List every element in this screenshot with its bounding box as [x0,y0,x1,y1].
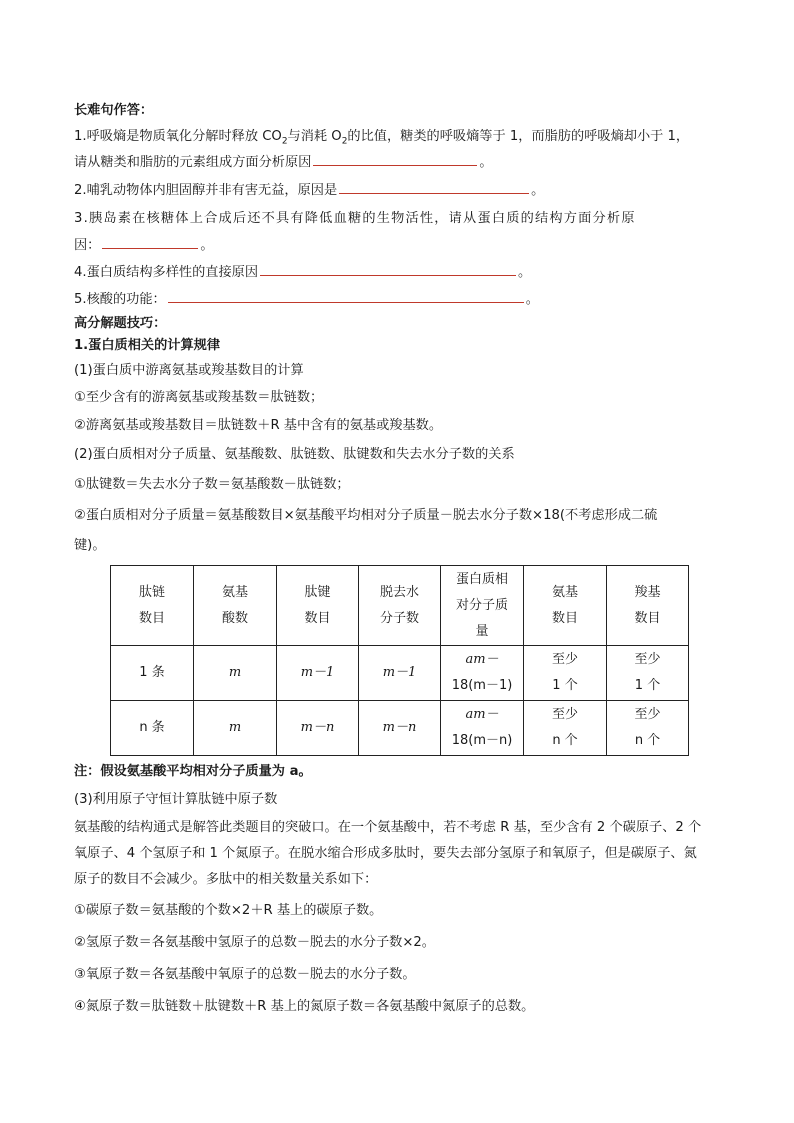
paragraph-1-rule-1: ①至少含有的游离氨基或羧基数＝肽链数； [74,390,324,405]
answer-blank-4[interactable] [260,261,516,276]
table-note: 注：假设氨基酸平均相对分子质量为 a。 [74,764,312,779]
section-heading-long-answer: 长难句作答： [74,103,154,118]
header-carboxyl-groups: 羧基 数目 [607,566,689,646]
header-water-removed: 脱去水 分子数 [359,566,441,646]
paragraph-2-title: (2)蛋白质相对分子质量、氨基酸数、肽链数、肽键数和失去水分子数的关系 [74,447,515,462]
cell-carboxyl-groups: 至少 n 个 [607,701,689,756]
cell-protein-mass: am－ 18(m－1) [441,646,524,701]
paragraph-2-rule-1: ①肽键数＝失去水分子数＝氨基酸数－肽链数； [74,477,350,492]
question-5: 5.核酸的功能： 。 [74,288,539,307]
cell-carboxyl-groups: 至少 1 个 [607,646,689,701]
question-4: 4.蛋白质结构多样性的直接原因 。 [74,261,531,280]
header-peptide-bonds: 肽键 数目 [277,566,359,646]
question-1-line-2: 请从糖类和脂肪的元素组成方面分析原因 。 [74,151,493,170]
cell-water-removed: m－n [359,701,441,756]
header-amino-groups: 氨基 数目 [524,566,607,646]
cell-amino-acids: m [194,646,277,701]
protein-calc-table [110,565,689,756]
paragraph-2-rule-2-line-2: 键)。 [74,538,106,553]
paragraph-3-rule-3: ③氧原子数＝各氨基酸中氧原子的总数－脱去的水分子数。 [74,967,416,982]
cell-peptide-bonds: m－1 [277,646,359,701]
paragraph-1-title: (1)蛋白质中游离氨基或羧基数目的计算 [74,363,304,378]
question-1-line-1: 1.呼吸熵是物质氧化分解时释放 $CO_2$与消耗 $O_2$的比值，糖类的呼吸熵等于 1，而脂肪的呼吸熵却小于 1， [74,129,690,147]
question-2: 2.哺乳动物体内胆固醇并非有害无益，原因是 。 [74,179,544,198]
header-chains: 肽链 数目 [111,566,194,646]
table-row [111,646,689,701]
answer-blank-1[interactable] [313,151,477,166]
paragraph-3-rule-2: ②氢原子数＝各氨基酸中氢原子的总数－脱去的水分子数×2。 [74,935,435,950]
header-protein-mass: 蛋白质相 对分子质 量 [441,566,524,646]
cell-chains: 1 条 [111,646,194,701]
paragraph-3-text-2: 氧原子、4 个氢原子和 1 个氮原子。在脱水缩合形成多肽时，要失去部分氢原子和氧原子，但是碳原子、氮 [74,846,697,861]
paragraph-3-text-1: 氨基酸的结构通式是解答此类题目的突破口。在一个氨基酸中，若不考虑 R 基，至少含有 2 个碳原子、2 个 [74,820,702,835]
answer-blank-2[interactable] [339,179,529,194]
cell-water-removed: m－1 [359,646,441,701]
header-amino-acids: 氨基 酸数 [194,566,277,646]
answer-blank-5[interactable] [168,288,524,303]
cell-peptide-bonds: m－n [277,701,359,756]
subheading-protein-calc: 1.蛋白质相关的计算规律 [74,338,221,353]
paragraph-2-rule-2-line-1: ②蛋白质相对分子质量＝氨基酸数目×氨基酸平均相对分子质量－脱去水分子数×18(不考虑形成二硫 [74,508,658,523]
cell-amino-groups: 至少 1 个 [524,646,607,701]
table-row [111,701,689,756]
paragraph-3-rule-4: ④氮原子数＝肽链数＋肽键数＋R 基上的氮原子数＝各氨基酸中氮原子的总数。 [74,999,535,1014]
paragraph-3-rule-1: ①碳原子数＝氨基酸的个数×2＋R 基上的碳原子数。 [74,903,383,918]
cell-amino-groups: 至少 n 个 [524,701,607,756]
section-heading-tips: 高分解题技巧： [74,316,167,331]
question-3-line-1: 3.胰岛素在核糖体上合成后还不具有降低血糖的生物活性，请从蛋白质的结构方面分析原 [74,211,636,226]
cell-amino-acids: m [194,701,277,756]
paragraph-3-text-3: 原子的数目不会减少。多肽中的相关数量关系如下： [74,872,378,887]
paragraph-1-rule-2: ②游离氨基或羧基数目＝肽链数＋R 基中含有的氨基或羧基数。 [74,418,443,433]
cell-chains: n 条 [111,701,194,756]
question-3-line-2: 因： 。 [74,234,214,253]
table-header-row [111,566,689,646]
paragraph-3-title: (3)利用原子守恒计算肽链中原子数 [74,792,278,807]
answer-blank-3[interactable] [102,234,198,249]
cell-protein-mass: am－ 18(m－n) [441,701,524,756]
